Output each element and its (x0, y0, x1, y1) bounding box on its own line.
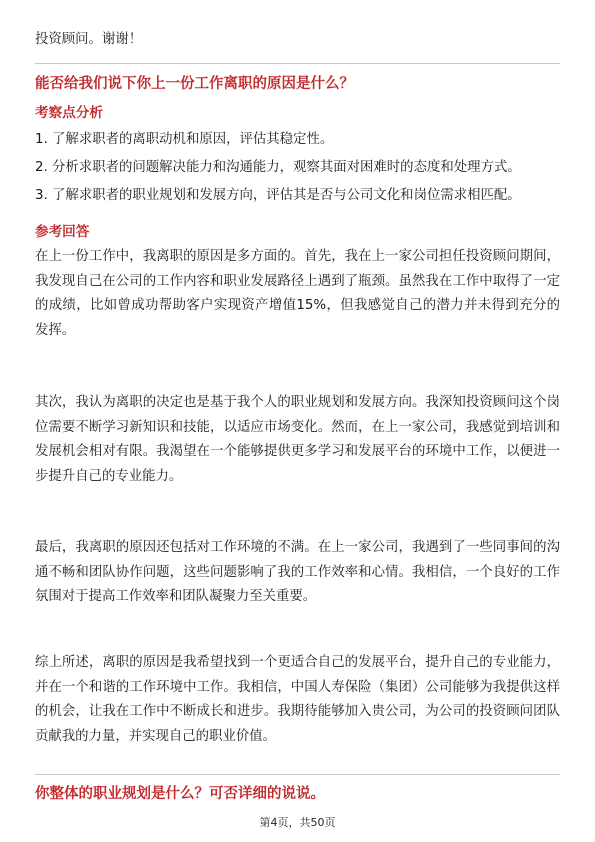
analysis-list (35, 126, 560, 210)
divider-top (35, 63, 560, 64)
page-footer: 第4页，共50页 (259, 816, 336, 829)
analysis-item: 2. 分析求职者的问题解决能力和沟通能力，观察其面对困难时的态度和处理方式。 (35, 160, 521, 175)
analysis-heading: 考察点分析 (35, 105, 103, 121)
answer-paragraph-4: 综上所述，离职的原因是我希望找到一个更适合自己的发展平台，提升自己的专业能力，并在一个和谐的工作环境中工作。我相信，中国人寿保险（集团）公司能够为我提供这样的机会，让我在工作中不断成长和进步。我期待能够加入贵公司，为公司的投资顾问团队贡献我的力量，并实现自己的职业价值。 (35, 655, 560, 744)
answer-paragraph-3: 最后，我离职的原因还包括对工作环境的不满。在上一家公司，我遇到了一些同事间的沟通不畅和团队协作问题，这些问题影响了我的工作效率和心情。我相信，一个良好的工作氛围对于提高工作效率和团队凝聚力至关重要。 (35, 540, 560, 604)
analysis-item: 1. 了解求职者的离职动机和原因，评估其稳定性。 (35, 132, 334, 147)
question-heading-2: 你整体的职业规划是什么？可否详细的说说。 (35, 786, 325, 802)
divider-bottom (35, 774, 560, 775)
answer-paragraph-2: 其次，我认为离职的决定也是基于我个人的职业规划和发展方向。我深知投资顾问这个岗位需要不断学习新知识和技能，以适应市场变化。然而，在上一家公司，我感觉到培训和发展机会相对有限。我渴望在一个能够提供更多学习和发展平台的环境中工作，以便进一步提升自己的专业能力。 (35, 395, 560, 484)
analysis-item: 3. 了解求职者的职业规划和发展方向，评估其是否与公司文化和岗位需求相匹配。 (35, 188, 521, 203)
answer-paragraph-1: 在上一份工作中，我离职的原因是多方面的。首先，我在上一家公司担任投资顾问期间，我发现自己在公司的工作内容和职业发展路径上遇到了瓶颈。虽然我在工作中取得了一定的成绩，比如曾成功帮助客户实现资产增值15%，但我感觉自己的潜力并未得到充分的发挥。 (35, 249, 560, 338)
intro-text: 投资顾问。谢谢！ (35, 32, 143, 47)
question-heading-1: 能否给我们说下你上一份工作离职的原因是什么？ (35, 76, 354, 92)
reference-heading: 参考回答 (35, 224, 90, 240)
